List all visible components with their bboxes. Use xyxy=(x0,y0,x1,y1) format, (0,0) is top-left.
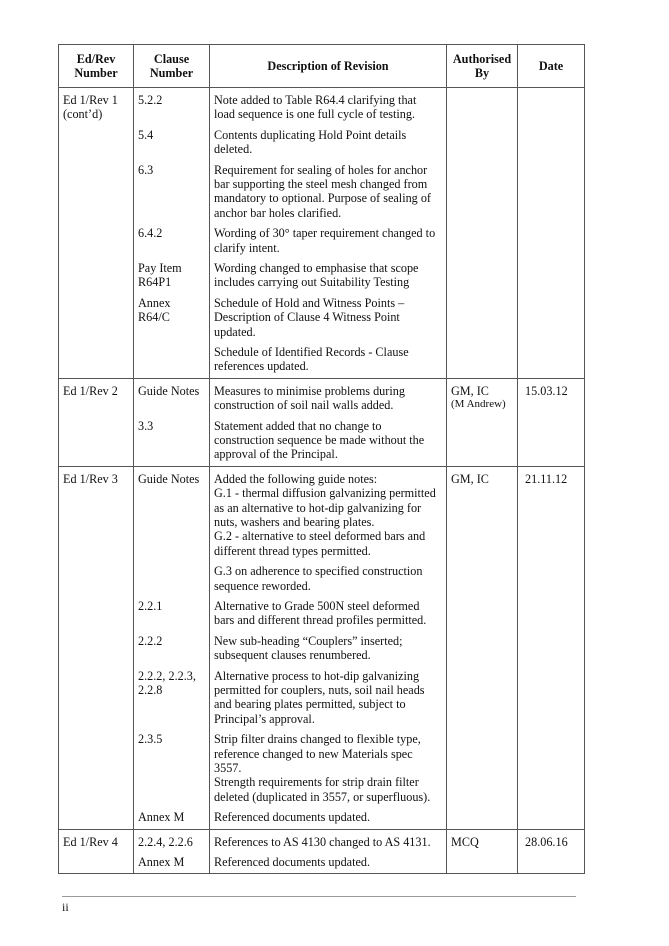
clause-number: Annex M xyxy=(138,854,185,869)
clause-number: Guide Notes xyxy=(138,471,200,486)
cell-description xyxy=(210,466,447,829)
cell-clause xyxy=(134,466,210,829)
revision-history-table xyxy=(58,44,585,874)
clause-number: Annex R64/C xyxy=(138,295,171,325)
cell-description xyxy=(210,378,447,466)
header-edrev: Ed/Rev Number xyxy=(59,45,134,88)
revision-description: Contents duplicating Hold Point details deleted. xyxy=(214,127,407,157)
table-row xyxy=(59,829,585,874)
table-header-row xyxy=(59,45,585,88)
clause-number: 2.3.5 xyxy=(138,732,163,747)
revision-description: New sub-heading “Couplers” inserted; subsequent clauses renumbered. xyxy=(214,633,403,663)
table-row xyxy=(59,378,585,466)
revision-description: Measures to minimise problems during construction of soil nail walls added. xyxy=(214,383,405,413)
cell-date: 15.03.12 xyxy=(518,378,585,466)
table-row xyxy=(59,88,585,379)
page-number: ii xyxy=(62,900,69,914)
clause-number: 2.2.4, 2.2.6 xyxy=(138,834,193,849)
revision-description: Schedule of Identified Records - Clause references updated. xyxy=(214,344,409,374)
cell-clause xyxy=(134,378,210,466)
clause-number xyxy=(138,345,205,374)
cell-date xyxy=(518,88,585,379)
authorised-by: GM, IC xyxy=(451,471,489,486)
revision-description: G.3 on adherence to specified construction sequence reworded. xyxy=(214,564,423,593)
clause-number: Pay Item R64P1 xyxy=(138,260,182,290)
clause-number: 3.3 xyxy=(138,418,154,433)
cell-edrev: Ed 1/Rev 3 xyxy=(59,466,134,829)
cell-authorised xyxy=(447,378,518,466)
authorised-by: MCQ xyxy=(451,834,479,849)
revision-description: Wording of 30° taper requirement changed to clarify intent. xyxy=(214,226,436,255)
cell-clause xyxy=(134,829,210,874)
revision-description: Strip filter drains changed to flexible type, reference changed to new Materials spec 3557. Strength requirements for strip drain filter deleted (duplicated in 3557, or superfluous). xyxy=(214,732,431,804)
revision-description: Added the following guide notes: G.1 - thermal diffusion galvanizing permitted as an alternative to hot-dip galvanizing for nuts, washers and bearing plates. G.2 - alternative to steel deformed bars and different thread types permitted. xyxy=(214,471,436,558)
cell-edrev: Ed 1/Rev 4 xyxy=(59,829,134,874)
clause-number: Guide Notes xyxy=(138,383,200,398)
clause-number: Annex M xyxy=(138,810,185,825)
cell-description xyxy=(210,88,447,379)
header-authorised: Authorised By xyxy=(447,45,518,88)
header-clause: Clause Number xyxy=(134,45,210,88)
revision-description: Requirement for sealing of holes for anchor bar supporting the steel mesh changed from mandatory to optional. Purpose of sealing of anchor bar holes clarified. xyxy=(214,162,431,220)
footer-rule xyxy=(62,896,576,897)
table-row xyxy=(59,466,585,829)
revision-description: Referenced documents updated. xyxy=(214,854,371,869)
table-body xyxy=(59,88,585,874)
clause-number: 2.2.2 xyxy=(138,633,163,648)
clause-number: 5.4 xyxy=(138,127,154,142)
revision-description: Statement added that no change to construction sequence be made without the approval of the Principal. xyxy=(214,418,425,462)
revision-description: Referenced documents updated. xyxy=(214,810,371,825)
revision-description: Alternative process to hot-dip galvanizing permitted for couplers, nuts, soil nail heads and bearing plates permitted, subject to Principal’s approval. xyxy=(214,668,425,726)
authorised-by: GM, IC xyxy=(451,383,489,398)
cell-authorised xyxy=(447,88,518,379)
revision-description: Schedule of Hold and Witness Points – Description of Clause 4 Witness Point updated. xyxy=(214,295,405,339)
cell-description xyxy=(210,829,447,874)
revision-description: Alternative to Grade 500N steel deformed bars and different thread profiles permitted. xyxy=(214,598,427,628)
clause-number: 2.2.2, 2.2.3, 2.2.8 xyxy=(138,668,196,697)
cell-authorised xyxy=(447,829,518,874)
clause-number: 2.2.1 xyxy=(138,598,163,613)
revision-description: Note added to Table R64.4 clarifying that load sequence is one full cycle of testing. xyxy=(214,93,417,122)
clause-number: 5.2.2 xyxy=(138,93,163,107)
authorised-by-note: (M Andrew) xyxy=(451,398,506,411)
cell-edrev: Ed 1/Rev 1 (cont’d) xyxy=(59,88,134,379)
cell-clause xyxy=(134,88,210,379)
header-description: Description of Revision xyxy=(210,45,447,88)
clause-number: 6.4.2 xyxy=(138,226,163,241)
revision-description: References to AS 4130 changed to AS 4131. xyxy=(214,834,431,849)
revision-description: Wording changed to emphasise that scope includes carrying out Suitability Testing xyxy=(214,260,419,290)
cell-date: 21.11.12 xyxy=(518,466,585,829)
clause-number: 6.3 xyxy=(138,162,154,177)
cell-edrev: Ed 1/Rev 2 xyxy=(59,378,134,466)
cell-date: 28.06.16 xyxy=(518,829,585,874)
header-date: Date xyxy=(518,45,585,88)
clause-number xyxy=(138,564,205,593)
cell-authorised xyxy=(447,466,518,829)
